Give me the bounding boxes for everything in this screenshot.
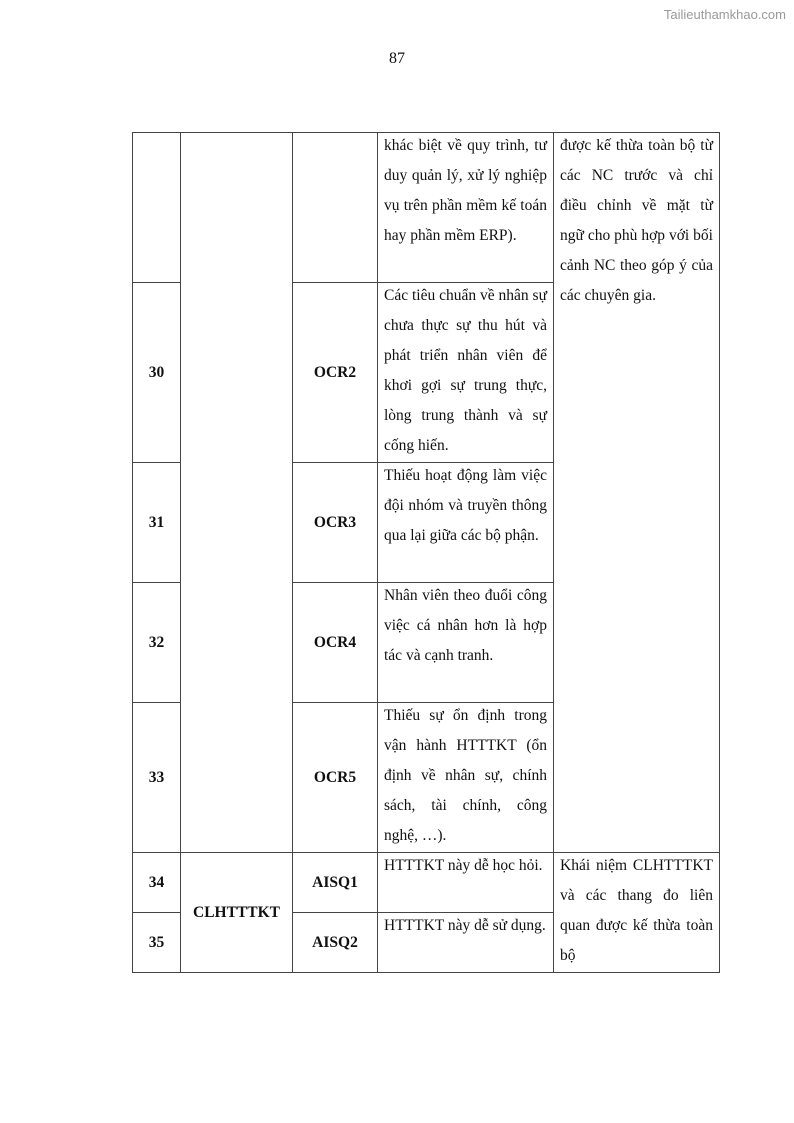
variable-cell-empty	[181, 133, 293, 853]
page-number: 87	[389, 50, 405, 67]
item-content	[378, 133, 554, 283]
item-content	[378, 853, 554, 913]
item-content	[378, 583, 554, 703]
item-code: OCR5	[293, 703, 378, 853]
source-note	[554, 853, 720, 973]
item-content-text: Các tiêu chuẩn về nhân sự chưa thực sự thu hút và phát triển nhân viên để khơi gợi sự trung thực, lòng trung thành và sự cống hiến.	[384, 287, 547, 454]
row-number: 30	[133, 283, 181, 463]
item-content	[378, 463, 554, 583]
item-code: AISQ2	[293, 913, 378, 973]
item-content-text: Nhân viên theo đuổi công việc cá nhân hơn là hợp tác và cạnh tranh.	[384, 587, 547, 664]
source-note	[554, 133, 720, 853]
item-content	[378, 703, 554, 853]
item-code: AISQ1	[293, 853, 378, 913]
item-content-text: Thiếu hoạt động làm việc đội nhóm và truyền thông qua lại giữa các bộ phận.	[384, 467, 547, 544]
row-number: 35	[133, 913, 181, 973]
source-note-text: được kế thừa toàn bộ từ các NC trước và chỉ điều chỉnh về mặt từ ngữ cho phù hợp với bối cảnh NC theo góp ý của các chuyên gia.	[560, 137, 713, 304]
table-row	[133, 133, 720, 283]
item-code: OCR3	[293, 463, 378, 583]
row-number: 33	[133, 703, 181, 853]
item-content-text: HTTTKT này dễ sử dụng.	[384, 917, 546, 934]
item-content-text: khác biệt về quy trình, tư duy quản lý, xử lý nghiệp vụ trên phần mềm kế toán hay phần mềm ERP).	[384, 137, 547, 244]
row-number: 31	[133, 463, 181, 583]
item-code: OCR2	[293, 283, 378, 463]
item-content-text: Thiếu sự ổn định trong vận hành HTTTKT (ổn định về nhân sự, chính sách, tài chính, công nghệ, …).	[384, 707, 547, 844]
variable-name: CLHTTTKT	[181, 853, 293, 973]
watermark: Tailieuthamkhao.com	[663, 7, 786, 22]
scale-table	[132, 132, 720, 973]
item-content	[378, 913, 554, 973]
item-code	[293, 133, 378, 283]
item-code: OCR4	[293, 583, 378, 703]
source-note-text: Khái niệm CLHTTTKT và các thang đo liên quan được kế thừa toàn bộ	[560, 857, 713, 964]
row-number	[133, 133, 181, 283]
item-content	[378, 283, 554, 463]
item-content-text: HTTTKT này dễ học hỏi.	[384, 857, 543, 874]
row-number: 34	[133, 853, 181, 913]
table-row	[133, 853, 720, 913]
row-number: 32	[133, 583, 181, 703]
